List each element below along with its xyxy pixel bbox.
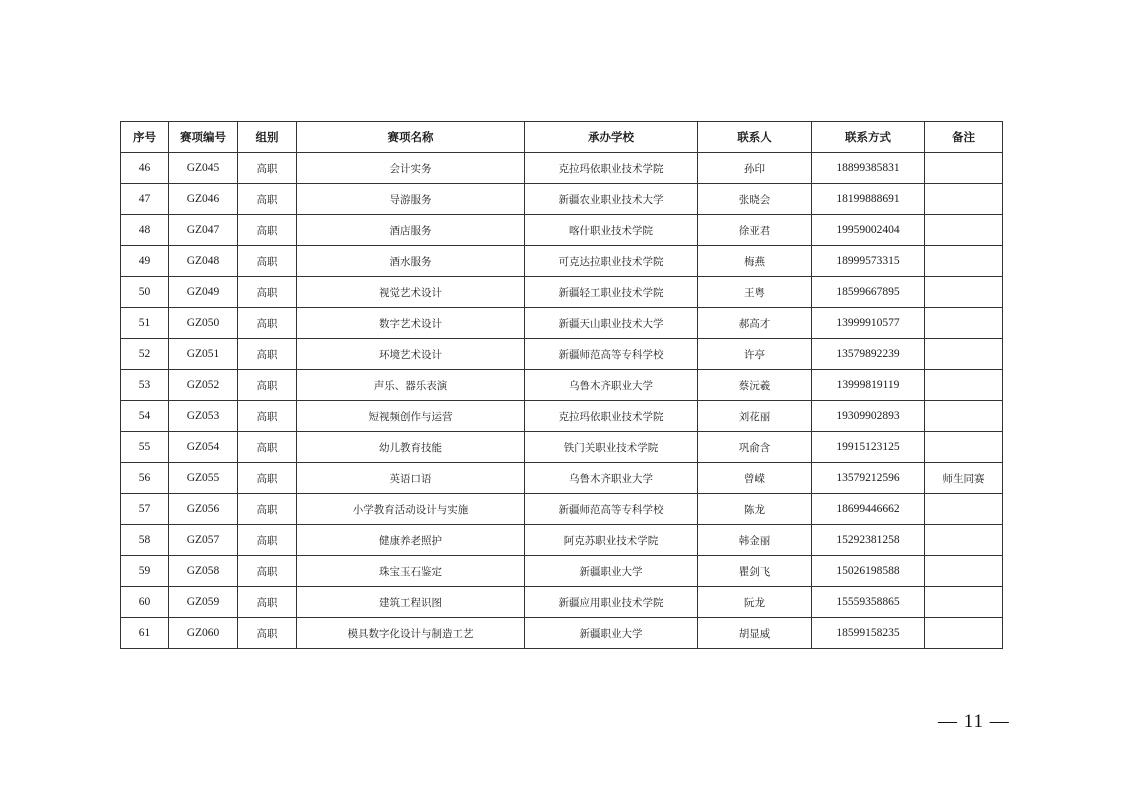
- cell-group: 高职: [238, 246, 297, 277]
- cell-contact-phone: 15292381258: [812, 525, 925, 556]
- cell-contact-person: 王粤: [698, 277, 812, 308]
- cell-group: 高职: [238, 339, 297, 370]
- cell-remarks: [925, 246, 1003, 277]
- cell-contest-code: GZ045: [169, 153, 238, 184]
- cell-contest-name: 建筑工程识图: [297, 587, 525, 618]
- page-number: — 11 —: [938, 711, 1010, 732]
- cell-group: 高职: [238, 184, 297, 215]
- table-row: [121, 587, 1003, 618]
- cell-contest-name: 环境艺术设计: [297, 339, 525, 370]
- cell-contact-phone: 18699446662: [812, 494, 925, 525]
- cell-contest-code: GZ049: [169, 277, 238, 308]
- cell-contact-person: 蔡沅羲: [698, 370, 812, 401]
- cell-contest-code: GZ057: [169, 525, 238, 556]
- cell-contact-phone: 18599667895: [812, 277, 925, 308]
- cell-index: 48: [121, 215, 169, 246]
- cell-contact-phone: 18599158235: [812, 618, 925, 649]
- cell-index: 54: [121, 401, 169, 432]
- cell-remarks: [925, 184, 1003, 215]
- cell-host-school: 新疆职业大学: [525, 618, 698, 649]
- cell-group: 高职: [238, 401, 297, 432]
- cell-index: 49: [121, 246, 169, 277]
- cell-contest-code: GZ051: [169, 339, 238, 370]
- cell-contact-person: 许亭: [698, 339, 812, 370]
- cell-contest-code: GZ059: [169, 587, 238, 618]
- cell-remarks: [925, 153, 1003, 184]
- cell-remarks: [925, 587, 1003, 618]
- cell-contact-person: 韩金丽: [698, 525, 812, 556]
- cell-remarks: [925, 556, 1003, 587]
- header-contact-phone: 联系方式: [812, 122, 925, 153]
- cell-remarks: [925, 432, 1003, 463]
- cell-contact-person: 郝高才: [698, 308, 812, 339]
- cell-host-school: 克拉玛依职业技术学院: [525, 401, 698, 432]
- cell-group: 高职: [238, 432, 297, 463]
- cell-index: 52: [121, 339, 169, 370]
- cell-group: 高职: [238, 463, 297, 494]
- cell-host-school: 新疆农业职业技术大学: [525, 184, 698, 215]
- cell-contest-name: 视觉艺术设计: [297, 277, 525, 308]
- cell-group: 高职: [238, 556, 297, 587]
- cell-contact-phone: 13999819119: [812, 370, 925, 401]
- cell-contest-code: GZ055: [169, 463, 238, 494]
- header-group: 组别: [238, 122, 297, 153]
- cell-host-school: 新疆师范高等专科学校: [525, 494, 698, 525]
- cell-contact-person: 巩俞含: [698, 432, 812, 463]
- cell-group: 高职: [238, 370, 297, 401]
- cell-host-school: 新疆天山职业技术大学: [525, 308, 698, 339]
- cell-contact-phone: 15026198588: [812, 556, 925, 587]
- table-row: [121, 463, 1003, 494]
- cell-index: 55: [121, 432, 169, 463]
- table-row: [121, 215, 1003, 246]
- cell-index: 53: [121, 370, 169, 401]
- cell-index: 56: [121, 463, 169, 494]
- cell-group: 高职: [238, 215, 297, 246]
- table-row: [121, 184, 1003, 215]
- cell-remarks: [925, 308, 1003, 339]
- cell-contact-phone: 18199888691: [812, 184, 925, 215]
- table-row: [121, 339, 1003, 370]
- cell-contact-person: 瞿剑飞: [698, 556, 812, 587]
- cell-contest-name: 健康养老照护: [297, 525, 525, 556]
- cell-contest-name: 小学教育活动设计与实施: [297, 494, 525, 525]
- cell-contact-person: 张晓会: [698, 184, 812, 215]
- cell-contact-person: 陈龙: [698, 494, 812, 525]
- header-contest-code: 赛项编号: [169, 122, 238, 153]
- table-row: [121, 494, 1003, 525]
- cell-group: 高职: [238, 153, 297, 184]
- cell-contact-phone: 19309902893: [812, 401, 925, 432]
- cell-host-school: 新疆轻工职业技术学院: [525, 277, 698, 308]
- cell-index: 47: [121, 184, 169, 215]
- cell-index: 61: [121, 618, 169, 649]
- cell-remarks: [925, 339, 1003, 370]
- cell-index: 46: [121, 153, 169, 184]
- cell-contest-name: 幼儿教育技能: [297, 432, 525, 463]
- cell-contest-code: GZ056: [169, 494, 238, 525]
- table-row: [121, 370, 1003, 401]
- header-remarks: 备注: [925, 122, 1003, 153]
- cell-host-school: 新疆职业大学: [525, 556, 698, 587]
- cell-contest-code: GZ058: [169, 556, 238, 587]
- table-row: [121, 432, 1003, 463]
- cell-contest-code: GZ046: [169, 184, 238, 215]
- cell-group: 高职: [238, 494, 297, 525]
- cell-host-school: 可克达拉职业技术学院: [525, 246, 698, 277]
- cell-host-school: 克拉玛依职业技术学院: [525, 153, 698, 184]
- cell-contact-person: 徐亚君: [698, 215, 812, 246]
- contest-table-container: [120, 121, 1002, 649]
- table-row: [121, 556, 1003, 587]
- cell-contest-name: 英语口语: [297, 463, 525, 494]
- cell-remarks: [925, 215, 1003, 246]
- cell-index: 51: [121, 308, 169, 339]
- cell-contest-code: GZ060: [169, 618, 238, 649]
- cell-group: 高职: [238, 308, 297, 339]
- cell-contact-phone: 18999573315: [812, 246, 925, 277]
- cell-contest-code: GZ050: [169, 308, 238, 339]
- cell-group: 高职: [238, 587, 297, 618]
- header-contact-person: 联系人: [698, 122, 812, 153]
- cell-contact-person: 胡显威: [698, 618, 812, 649]
- cell-contact-phone: 13999910577: [812, 308, 925, 339]
- cell-contest-name: 会计实务: [297, 153, 525, 184]
- cell-contest-code: GZ047: [169, 215, 238, 246]
- cell-index: 57: [121, 494, 169, 525]
- cell-remarks: [925, 401, 1003, 432]
- table-row: [121, 153, 1003, 184]
- header-host-school: 承办学校: [525, 122, 698, 153]
- contest-table: [120, 121, 1003, 649]
- cell-host-school: 阿克苏职业技术学院: [525, 525, 698, 556]
- cell-index: 58: [121, 525, 169, 556]
- table-row: [121, 246, 1003, 277]
- table-row: [121, 308, 1003, 339]
- cell-contact-person: 梅燕: [698, 246, 812, 277]
- cell-index: 60: [121, 587, 169, 618]
- cell-contact-person: 阮龙: [698, 587, 812, 618]
- table-header-row: [121, 122, 1003, 153]
- cell-remarks: [925, 370, 1003, 401]
- cell-group: 高职: [238, 277, 297, 308]
- cell-contact-phone: 19959002404: [812, 215, 925, 246]
- cell-host-school: 新疆师范高等专科学校: [525, 339, 698, 370]
- cell-group: 高职: [238, 525, 297, 556]
- cell-index: 50: [121, 277, 169, 308]
- cell-contact-phone: 13579892239: [812, 339, 925, 370]
- cell-host-school: 新疆应用职业技术学院: [525, 587, 698, 618]
- cell-contest-code: GZ048: [169, 246, 238, 277]
- table-row: [121, 618, 1003, 649]
- cell-host-school: 乌鲁木齐职业大学: [525, 370, 698, 401]
- cell-remarks: [925, 494, 1003, 525]
- table-row: [121, 401, 1003, 432]
- cell-contest-code: GZ054: [169, 432, 238, 463]
- cell-contest-name: 酒水服务: [297, 246, 525, 277]
- cell-contact-phone: 18899385831: [812, 153, 925, 184]
- cell-remarks: [925, 525, 1003, 556]
- cell-remarks: 师生同赛: [925, 463, 1003, 494]
- cell-contest-name: 短视频创作与运营: [297, 401, 525, 432]
- cell-remarks: [925, 277, 1003, 308]
- cell-contact-person: 曾嵘: [698, 463, 812, 494]
- cell-contact-phone: 13579212596: [812, 463, 925, 494]
- cell-contact-phone: 19915123125: [812, 432, 925, 463]
- cell-contest-name: 数字艺术设计: [297, 308, 525, 339]
- cell-contest-name: 模具数字化设计与制造工艺: [297, 618, 525, 649]
- cell-host-school: 铁门关职业技术学院: [525, 432, 698, 463]
- cell-remarks: [925, 618, 1003, 649]
- table-row: [121, 277, 1003, 308]
- header-index: 序号: [121, 122, 169, 153]
- cell-contact-phone: 15559358865: [812, 587, 925, 618]
- cell-index: 59: [121, 556, 169, 587]
- cell-contact-person: 孙印: [698, 153, 812, 184]
- cell-contest-code: GZ053: [169, 401, 238, 432]
- cell-contest-name: 珠宝玉石鉴定: [297, 556, 525, 587]
- cell-contest-name: 酒店服务: [297, 215, 525, 246]
- header-contest-name: 赛项名称: [297, 122, 525, 153]
- cell-host-school: 乌鲁木齐职业大学: [525, 463, 698, 494]
- cell-contest-name: 声乐、器乐表演: [297, 370, 525, 401]
- table-row: [121, 525, 1003, 556]
- cell-group: 高职: [238, 618, 297, 649]
- cell-host-school: 喀什职业技术学院: [525, 215, 698, 246]
- cell-contest-name: 导游服务: [297, 184, 525, 215]
- cell-contest-code: GZ052: [169, 370, 238, 401]
- cell-contact-person: 刘花丽: [698, 401, 812, 432]
